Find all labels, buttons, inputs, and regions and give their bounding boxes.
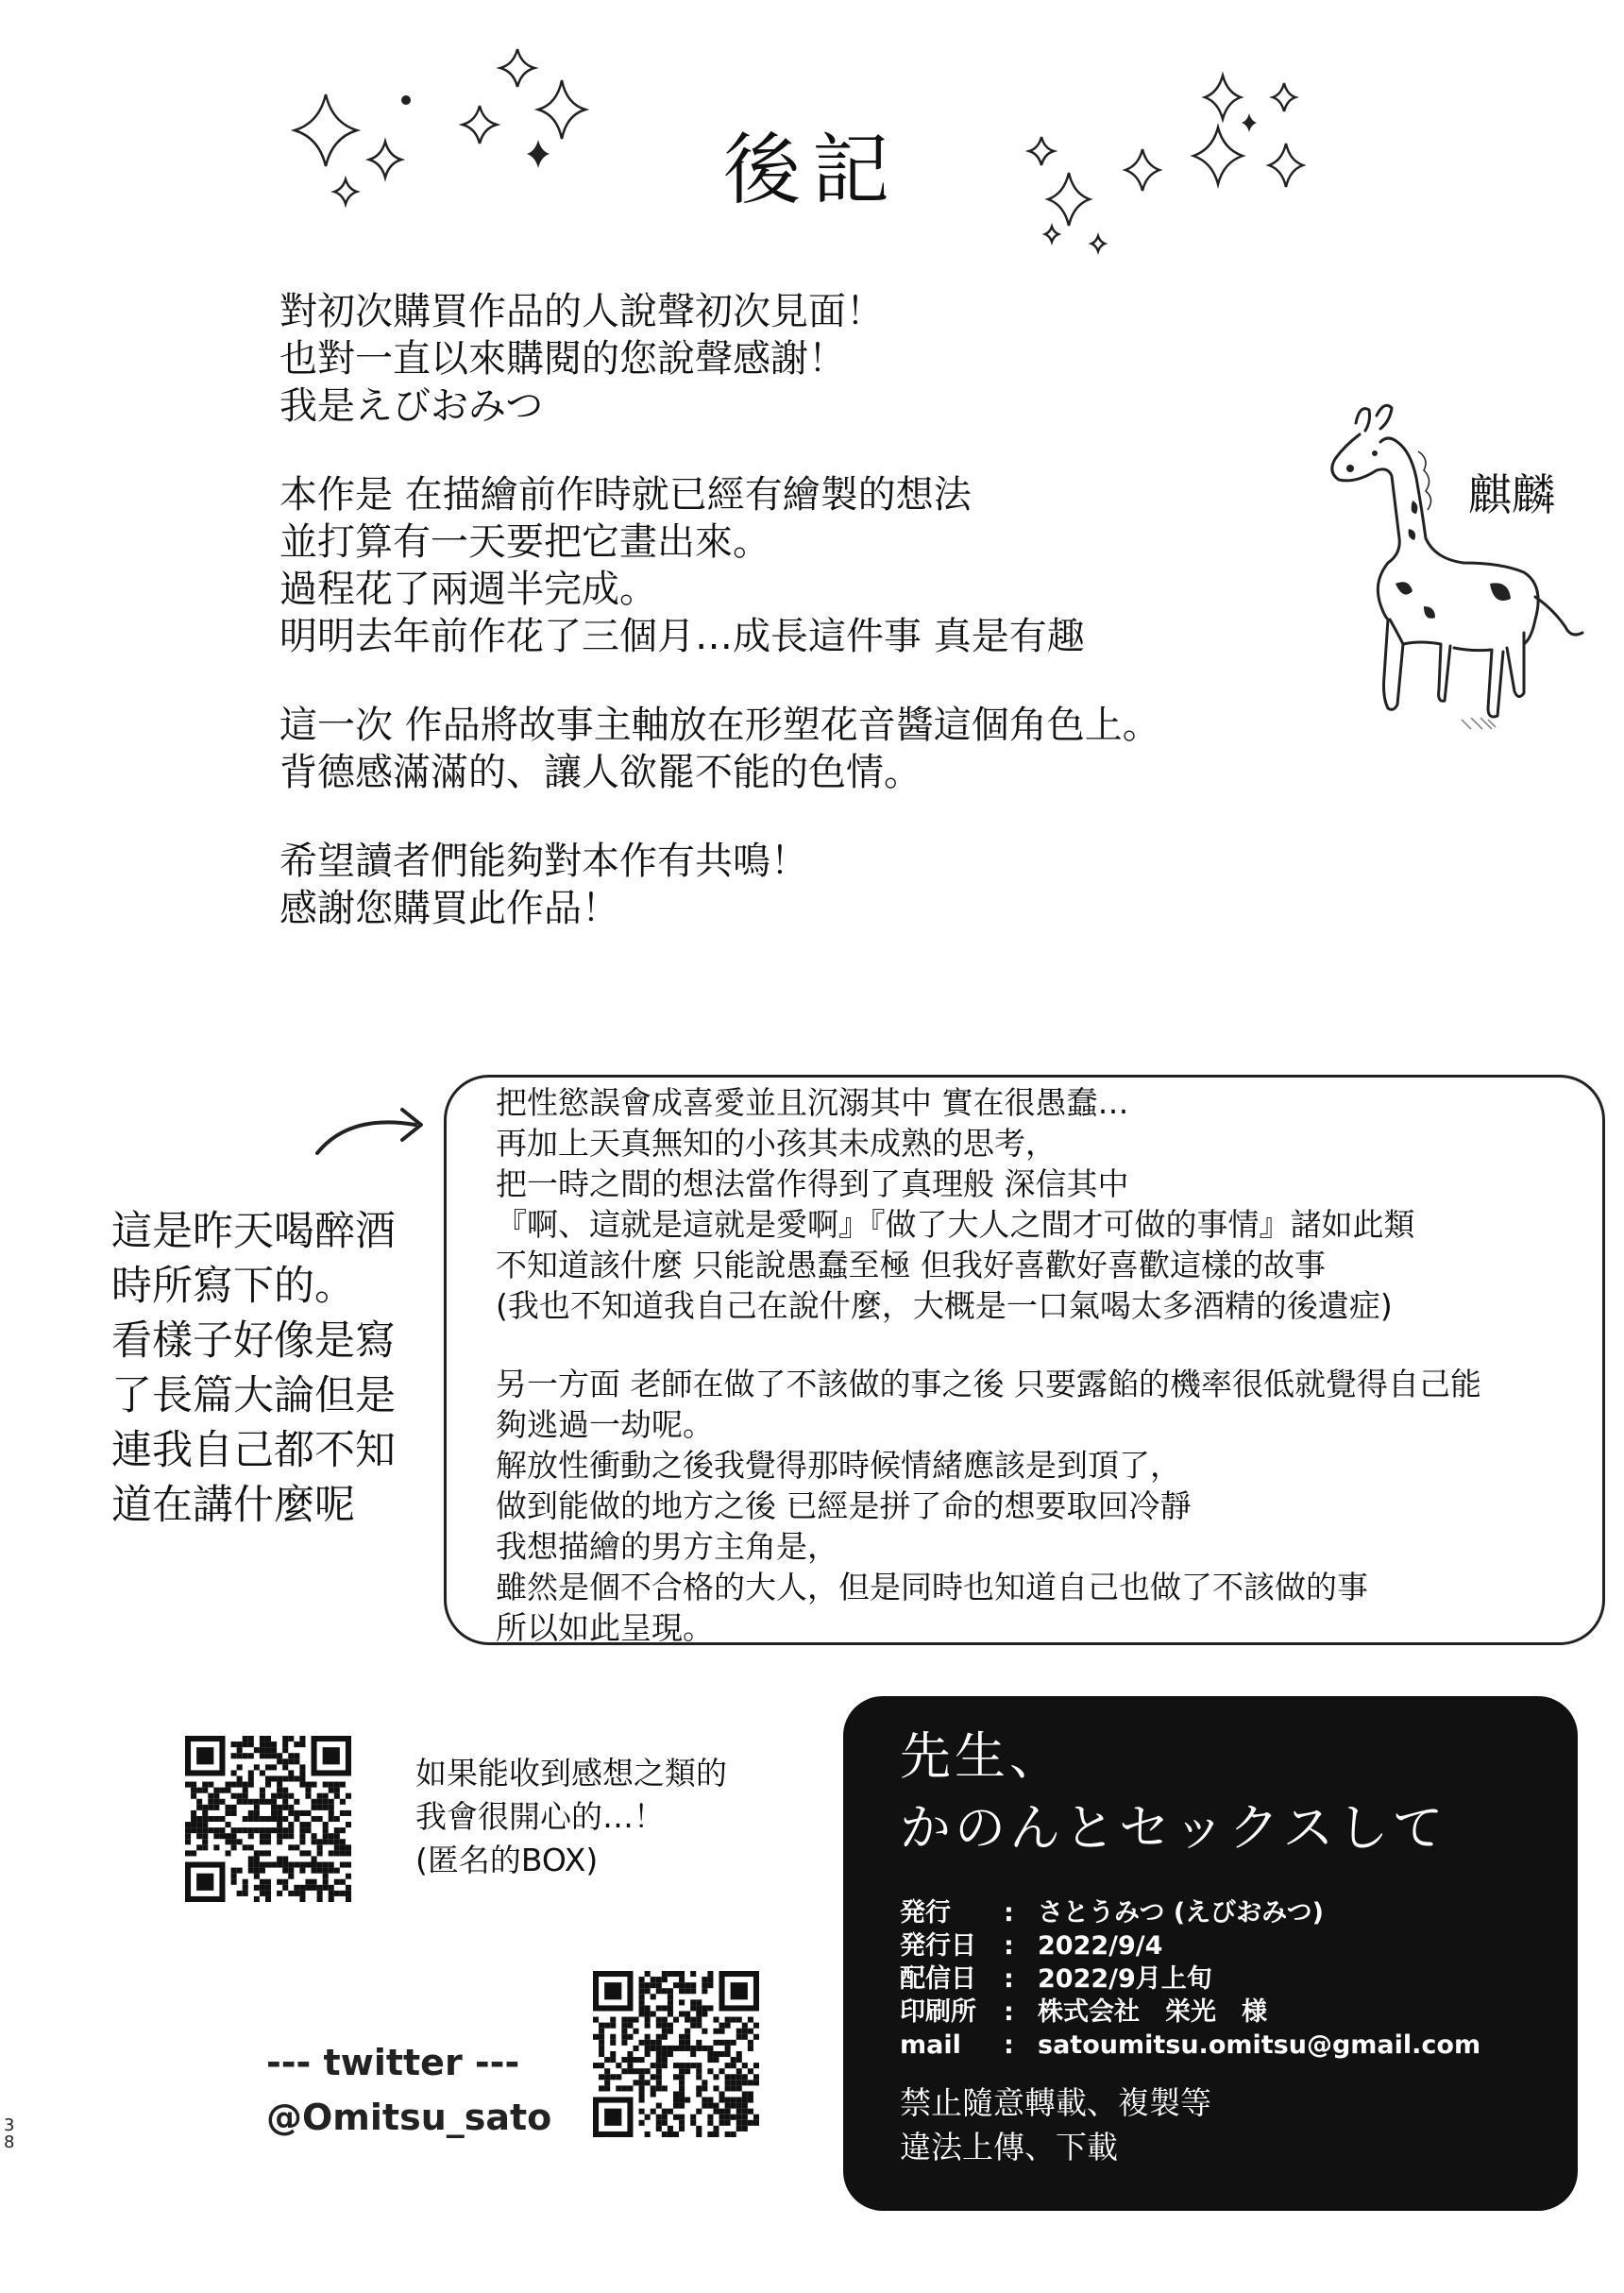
- text-line: 背德感滿滿的、讓人欲罷不能的色情。: [279, 751, 922, 794]
- dot-icon: [401, 95, 411, 105]
- info-value: さとうみつ (えびおみつ): [1038, 1898, 1324, 1928]
- intro-paragraph: [279, 288, 1318, 430]
- text-line: 並打算有一天要把它畫出來。: [279, 520, 770, 564]
- text-line: 看樣子好像是寫: [111, 1317, 396, 1365]
- text-line: 了長篇大論但是: [111, 1372, 396, 1419]
- text-line: (我也不知道我自己在說什麼，大概是一口氣喝太多酒精的後遺症): [496, 1287, 1393, 1324]
- text-line: 我想描繪的男方主角是，: [496, 1528, 838, 1565]
- info-separator: :: [1004, 1964, 1014, 1994]
- arrow-icon: [312, 1100, 434, 1166]
- twitter-header: --- twitter ---: [266, 2042, 520, 2083]
- sparkle-icon: [1048, 173, 1090, 226]
- text-line: 也對一直以來購閱的您說聲感謝！: [279, 337, 846, 381]
- info-separator: :: [1004, 1931, 1014, 1961]
- sparkle-icon: [1045, 227, 1058, 242]
- text-line: 雖然是個不合格的大人，但是同時也知道自己也做了不該做的事: [496, 1569, 1368, 1605]
- twitter-qr-code[interactable]: [593, 1971, 759, 2137]
- sparkle-icon: [500, 49, 534, 87]
- text-line: 我會很開心的…！: [415, 1798, 665, 1835]
- sparkle-icon: [1091, 236, 1105, 251]
- info-row-publish-date: [900, 1929, 1480, 1962]
- text-line: 做到能做的地方之後 已經是拼了命的想要取回冷靜: [496, 1487, 1192, 1524]
- sparkle-decorations: [0, 0, 1624, 264]
- info-value-email[interactable]: satoumitsu.omitsu@gmail.com: [1038, 2030, 1481, 2060]
- sparkle-icon: [1205, 76, 1241, 119]
- info-row-distribution-date: [900, 1962, 1480, 1996]
- page-number-digit: 8: [4, 2132, 15, 2152]
- page-title: 後記: [722, 126, 901, 215]
- twitter-handle[interactable]: @Omitsu_sato: [266, 2097, 552, 2138]
- text-line: 解放性衝動之後我覺得那時候情緒應該是到頂了，: [496, 1447, 1181, 1484]
- text-line: 希望讀者們能夠對本作有共鳴！: [279, 840, 808, 883]
- info-separator: :: [1004, 2030, 1014, 2060]
- info-row-mail: [900, 2029, 1480, 2062]
- text-line: 再加上天真無知的小孩其未成熟的思考，: [496, 1125, 1057, 1162]
- text-line: 連我自己都不知: [111, 1427, 396, 1474]
- colophon-info: [900, 1896, 1480, 2062]
- text-line: 這是昨天喝醉酒: [111, 1208, 396, 1255]
- info-value: 株式会社 栄光 様: [1038, 1997, 1267, 2027]
- sparkle-icon: [334, 179, 357, 204]
- side-note: [111, 1204, 423, 1533]
- text-line: 我是えびおみつ: [279, 384, 544, 428]
- text-line: 如果能收到感想之類的: [415, 1755, 727, 1792]
- sparkle-icon: [1125, 149, 1159, 191]
- book-title: [900, 1721, 1446, 1864]
- text-line: 另一方面 老師在做了不該做的事之後 只要露餡的機率很低就覺得自己能: [496, 1366, 1481, 1402]
- sparkle-icon: [1242, 113, 1257, 132]
- text-line: 把性慾誤會成喜愛並且沉溺其中 實在很愚蠢…: [496, 1084, 1129, 1121]
- feedback-note: [415, 1752, 727, 1882]
- info-separator: :: [1004, 1997, 1014, 2027]
- sparkle-icon: [1029, 137, 1054, 165]
- info-key: 印刷所: [900, 1997, 976, 2027]
- text-line: 夠逃過一劫呢。: [496, 1406, 714, 1443]
- text-line: 這一次 作品將故事主軸放在形塑花音醬這個角色上。: [279, 704, 1160, 747]
- intro-paragraph: [279, 471, 1318, 660]
- bubble-paragraph: [496, 1082, 1591, 1326]
- sparkle-icon: [369, 142, 401, 178]
- book-title-line: かのんとセックスして: [900, 1798, 1447, 1858]
- feedback-qr-code[interactable]: [185, 1736, 351, 1902]
- text-line: 禁止隨意轉載、複製等: [900, 2084, 1211, 2121]
- text-line: (匿名的BOX): [415, 1842, 599, 1878]
- text-line: 感謝您購買此作品！: [279, 887, 619, 930]
- intro-text: [279, 288, 1318, 974]
- book-title-line: 先生、: [900, 1726, 1064, 1786]
- info-key: 発行日: [900, 1931, 976, 1961]
- bubble-paragraph: [496, 1364, 1591, 1648]
- text-line: 把一時之間的想法當作得到了真理般 深信其中: [496, 1165, 1129, 1202]
- text-line: 過程花了兩週半完成。: [279, 568, 657, 611]
- text-line: 時所寫下的。: [111, 1263, 355, 1310]
- sparkle-icon: [1273, 83, 1295, 111]
- sparkle-icon: [1193, 127, 1243, 184]
- sparkle-icon: [1269, 144, 1303, 187]
- page-number-digit: 3: [4, 2115, 15, 2135]
- text-line: 『啊、這就是這就是愛啊』『做了大人之間才可做的事情』諸如此類: [496, 1206, 1415, 1243]
- info-key: 発行: [900, 1898, 951, 1928]
- text-line: 違法上傳、下載: [900, 2129, 1118, 2166]
- intro-paragraph: [279, 702, 1318, 796]
- info-separator: :: [1004, 1898, 1014, 1928]
- info-value: 2022/9月上旬: [1038, 1964, 1212, 1994]
- info-key: 配信日: [900, 1964, 976, 1994]
- twitter-info: [266, 2035, 551, 2145]
- info-row-publisher: [900, 1896, 1480, 1929]
- intro-paragraph: [279, 838, 1318, 932]
- copyright-notice: [900, 2081, 1211, 2169]
- giraffe-label: 麒麟: [1468, 469, 1555, 520]
- text-line: 所以如此呈現。: [496, 1609, 714, 1646]
- text-line: 對初次購買作品的人說聲初次見面！: [279, 290, 884, 333]
- text-line: 道在講什麼呢: [111, 1482, 355, 1529]
- text-line: 明明去年前作花了三個月…成長這件事 真是有趣: [279, 615, 1085, 658]
- sparkle-icon: [463, 106, 497, 144]
- sparkle-icon: [295, 94, 357, 166]
- info-row-printer: [900, 1996, 1480, 2029]
- giraffe-illustration: [1322, 397, 1586, 756]
- sparkle-icon: [527, 140, 550, 168]
- info-key: mail: [900, 2030, 961, 2060]
- sparkle-icon: [538, 80, 585, 139]
- text-line: 不知道該什麼 只能說愚蠢至極 但我好喜歡好喜歡這樣的故事: [496, 1247, 1326, 1283]
- bubble-text: [496, 1082, 1591, 1686]
- text-line: 本作是 在描繪前作時就已經有繪製的想法: [279, 473, 972, 517]
- page-number: [4, 2117, 17, 2151]
- info-value: 2022/9/4: [1038, 1931, 1163, 1961]
